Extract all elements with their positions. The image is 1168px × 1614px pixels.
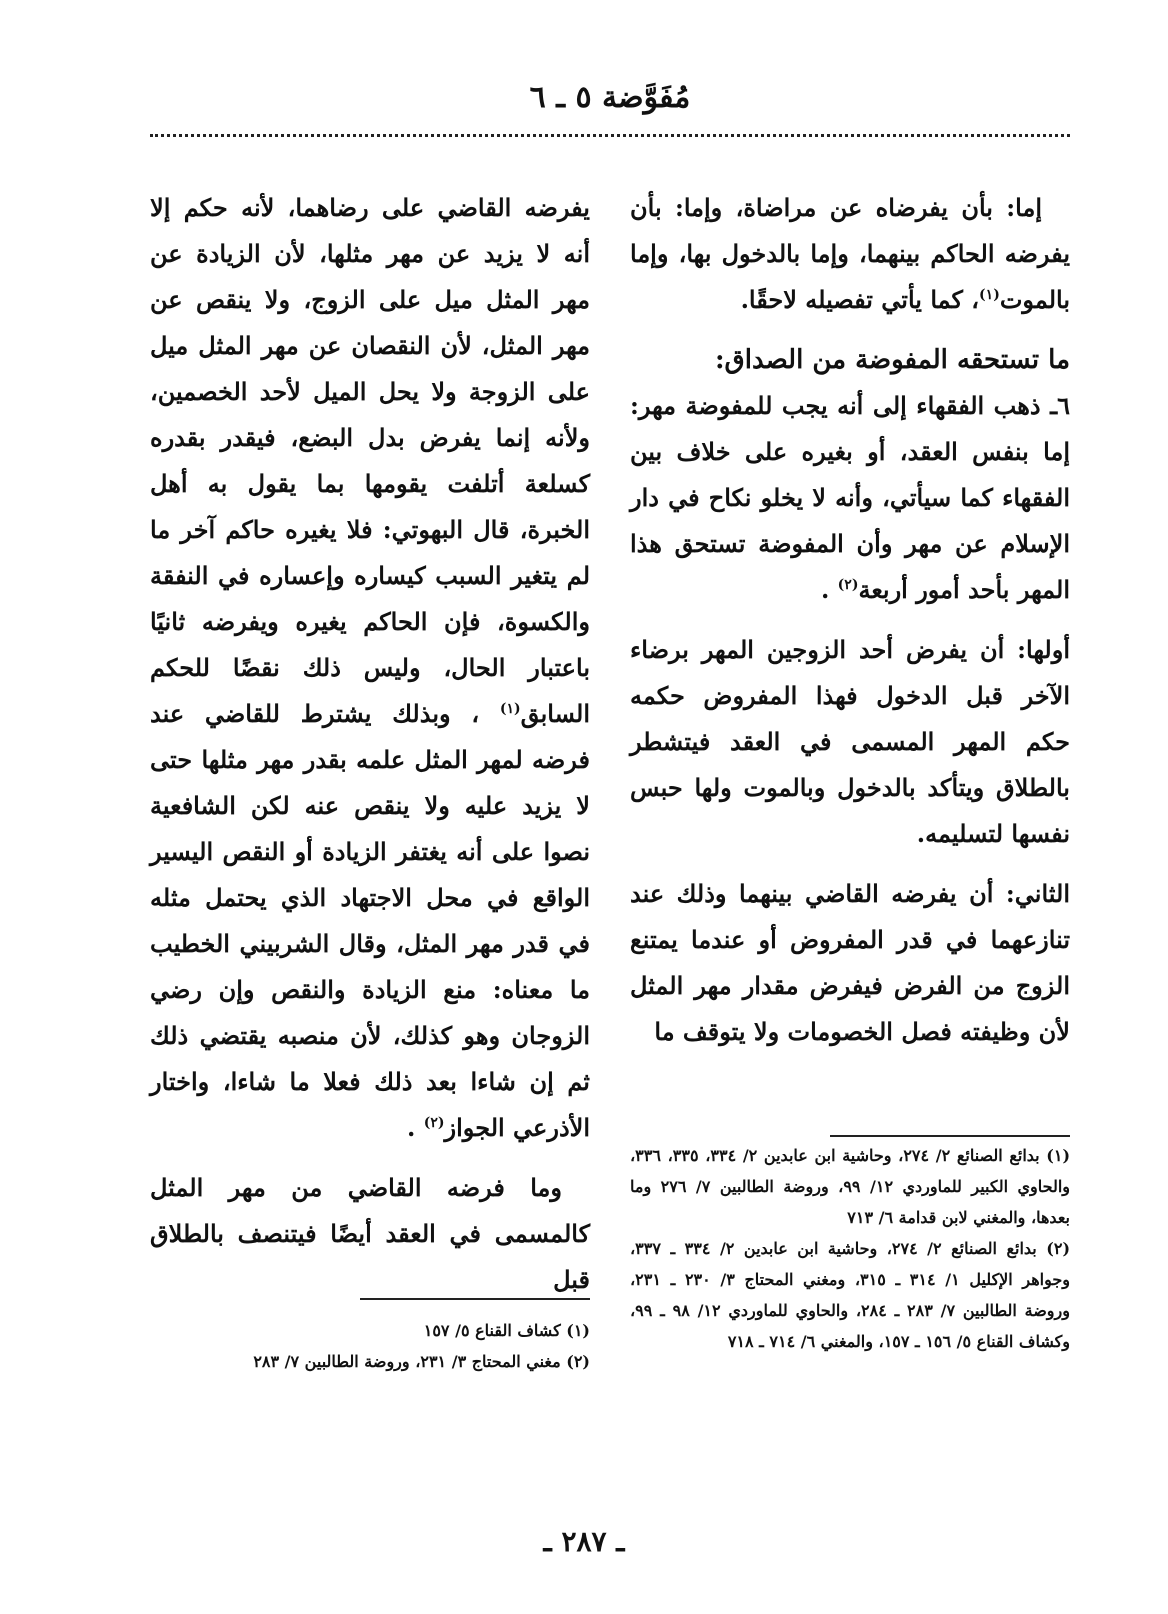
left-p1-mid: ، وبذلك يشترط للقاضي عند فرضه لمهر المثل علمه بقدر مهر مثلها حتى لا يزيد عليه ولا ينقص عنه لكن الشافعية نصوا على أنه يغتفر الزيادة أو النقص اليسير الواقع في محل الاجتهاد الذي يحتمل مثله في قدر مهر المثل، وقال الشربيني الخطيب ما معناه: منع الزيادة والنقص وإن رضي الزوجان وهو كذلك، لأن منصبه يقتضي ذلك ثم إن شاءا بعد ذلك فعلا ما شاءا، واختار الأذرعي الجواز [150, 699, 591, 1142]
footnote-ref-2: (٢) [837, 577, 859, 593]
right-p2-end: . [820, 575, 838, 604]
footnote-right-2: (٢) بدائع الصنائع ٢/ ٢٧٤، وحاشية ابن عابدين ٢/ ٣٣٤ ـ ٣٣٧، وجواهر الإكليل ١/ ٣١٤ ـ ٣١٥، ومغني المحتاج ٣/ ٢٣٠ ـ ٢٣١، وروضة الطالبين ٧/ ٢٨٣ ـ ٢٨٤، والحاوي للماوردي ١٢/ ٩٨ ـ ٩٩، وكشاف القناع ٥/ ١٥٦ ـ ١٥٧، والمغني ٦/ ٧١٤ ـ ٧١٨ [630, 1239, 1071, 1351]
right-column [630, 185, 1070, 1069]
right-paragraph-4: الثاني: أن يفرضه القاضي بينهما وذلك عند تنازعهما في قدر المفروض أو عندما يمتنع الزوج من الفرض فيفرض مقدار مهر المثل لأن وظيفته فصل الخصومات ولا يتوقف ما [630, 879, 1070, 1046]
left-p1-text: يفرضه القاضي على رضاهما، لأنه حكم إلا أنه لا يزيد عن مهر مثلها، لأن الزيادة عن مهر المثل ميل على الزوج، ولا ينقص عن مهر المثل، لأن النقصان عن مهر المثل ميل على الزوجة ولا يحل الميل لأحد الخصمين، ولأنه إنما يفرض بدل البضع، فيقدر بقدره كسلعة أتلفت يقومها بما يقول به أهل الخبرة، قال البهوتي: فلا يغيره حاكم آخر ما لم يتغير السبب كيساره وإعساره في النفقة والكسوة، فإن الحاكم يغيره ويفرضه ثانيًا باعتبار الحال، وليس ذلك نقضًا للحكم السابق [150, 193, 590, 728]
right-p1-end: ، كما يأتي تفصيله لاحقًا. [740, 285, 980, 314]
footnote-ref-left-2: (٢) [423, 1115, 445, 1131]
footnote-ref-left-1: (١) [499, 701, 521, 717]
left-p1-end: . [407, 1113, 424, 1142]
footnotes-right [630, 1140, 1070, 1357]
header-title: مُفَوَّضة ٥ ـ ٦ [529, 80, 691, 115]
footnote-divider-right [830, 1135, 1070, 1137]
footnotes-left [150, 1315, 590, 1377]
left-column [150, 185, 590, 1317]
header-dotted-rule [150, 134, 1070, 137]
right-paragraph-2 [630, 383, 1070, 613]
right-paragraph-3: أولها: أن يفرض أحد الزوجين المهر برضاء الآخر قبل الدخول فهذا المفروض حكمه حكم المهر المسمى في العقد فيتشطر بالطلاق ويتأكد بالدخول وبالموت ولها حبس نفسها لتسليمه. [630, 635, 1070, 848]
page-header [150, 80, 1070, 130]
right-p2-text: ٦ـ ذهب الفقهاء إلى أنه يجب للمفوضة مهر: إما بنفس العقد، أو بغيره على خلاف بين الفقهاء كما سيأتي، وأنه لا يخلو نكاح في دار الإسلام عن مهر وأن المفوضة تستحق هذا المهر بأحد أمور أربعة [630, 391, 1070, 604]
footnote-left-2: (٢) مغني المحتاج ٣/ ٢٣١، وروضة الطالبين ٧/ ٢٨٣ [253, 1352, 590, 1371]
footnote-ref-1: (١) [979, 287, 1000, 303]
page-number: ـ ٢٨٧ ـ [543, 1525, 625, 1558]
section-heading: ما تستحقه المفوضة من الصداق: [714, 345, 1070, 375]
footnote-divider-left [360, 1298, 590, 1300]
right-p1-text: إما: بأن يفرضاه عن مراضاة، وإما: بأن يفرضه الحاكم بينهما، وإما بالدخول بها، وإما بالموت [630, 193, 1070, 314]
footnote-right-1: (١) بدائع الصنائع ٢/ ٢٧٤، وحاشية ابن عابدين ٢/ ٣٣٤، ٣٣٥، ٣٣٦، والحاوي الكبير للماوردي ١٢/ ٩٩، وروضة الطالبين ٧/ ٢٧٦ وما بعدها، والمغني لابن قدامة ٦/ ٧١٣ [630, 1146, 1071, 1227]
left-paragraph-1 [150, 185, 590, 1151]
right-paragraph-1 [630, 185, 1070, 323]
left-paragraph-2: وما فرضه القاضي من مهر المثل كالمسمى في العقد أيضًا فيتنصف بالطلاق قبل [150, 1173, 590, 1294]
footnote-left-1: (١) كشاف القناع ٥/ ١٥٧ [423, 1321, 590, 1340]
